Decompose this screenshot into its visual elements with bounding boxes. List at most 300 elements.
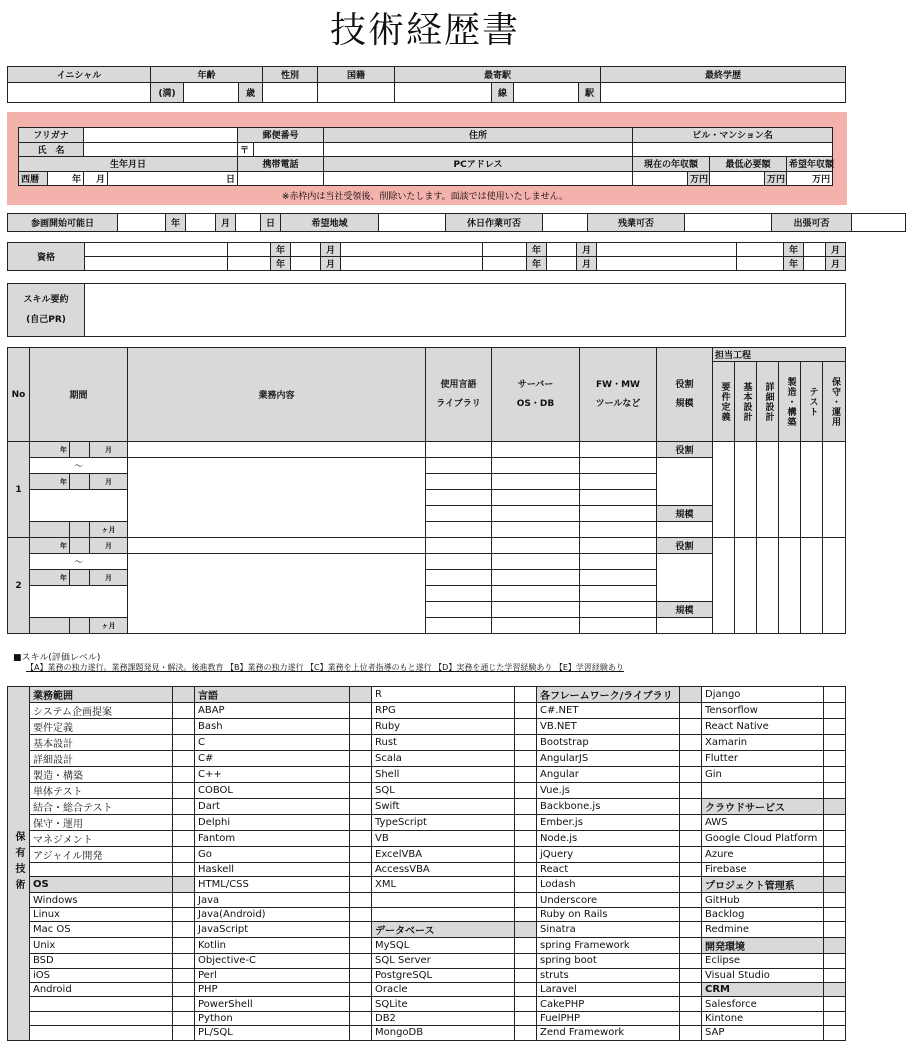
skill-name: Vue.js: [537, 783, 680, 799]
skill-level-field[interactable]: [680, 767, 702, 783]
birth-month-unit[interactable]: 月: [84, 171, 108, 186]
qualification-name-field[interactable]: [341, 243, 483, 257]
process-cell[interactable]: [779, 538, 801, 634]
skills-row: [8, 863, 846, 877]
holiday-field[interactable]: [543, 214, 588, 232]
address-field[interactable]: [324, 142, 633, 157]
skill-level-field[interactable]: [824, 1011, 846, 1025]
skill-level-field: [824, 877, 846, 893]
skill-level-field[interactable]: [173, 719, 195, 735]
birth-day-unit[interactable]: 日: [108, 171, 238, 186]
station-suffix: 駅: [579, 83, 601, 103]
skill-level-field[interactable]: [173, 954, 195, 968]
skill-name: Haskell: [195, 863, 350, 877]
skill-name: [372, 893, 515, 907]
skill-level-field[interactable]: [515, 767, 537, 783]
process-cell[interactable]: [735, 538, 757, 634]
scale-field[interactable]: [657, 618, 713, 634]
skill-level-field[interactable]: [680, 954, 702, 968]
skill-name: React Native: [702, 719, 824, 735]
skill-level-field[interactable]: [350, 703, 372, 719]
skill-name: DB2: [372, 1011, 515, 1025]
skill-level-field[interactable]: [680, 1011, 702, 1025]
building-field[interactable]: [633, 142, 833, 157]
skill-level-field[interactable]: [350, 954, 372, 968]
server-field[interactable]: [492, 474, 580, 490]
framework-field[interactable]: [580, 538, 657, 554]
line-field[interactable]: [395, 83, 492, 103]
skill-level-field[interactable]: [515, 799, 537, 815]
process-test-header: [801, 362, 823, 442]
skill-level-field[interactable]: [515, 1011, 537, 1025]
furigana-label: フリガナ: [19, 128, 84, 143]
skills-side-text: 保有技術: [13, 831, 24, 896]
skill-level-field[interactable]: [824, 687, 846, 703]
minimum-income-field[interactable]: [710, 171, 765, 186]
skill-name: Rust: [372, 735, 515, 751]
skills-row: [8, 938, 846, 954]
skill-level-field[interactable]: [173, 938, 195, 954]
basic-info-table: [7, 66, 846, 103]
work-history-table: [7, 347, 846, 634]
postal-field[interactable]: [254, 142, 324, 157]
server-field[interactable]: [492, 602, 580, 618]
qualification-year-field[interactable]: [228, 243, 271, 257]
birthdate-label: 生年月日: [19, 157, 238, 172]
process-cell[interactable]: [713, 442, 735, 538]
skill-summary-field[interactable]: [85, 284, 846, 337]
process-cell[interactable]: [757, 538, 779, 634]
skill-level-field[interactable]: [515, 735, 537, 751]
process-header: 担当工程: [713, 348, 846, 362]
server-field[interactable]: [492, 586, 580, 602]
skill-level-field[interactable]: [515, 703, 537, 719]
server-field[interactable]: [492, 442, 580, 458]
name-field[interactable]: [84, 142, 238, 157]
skill-level-field[interactable]: [824, 767, 846, 783]
qualification-month-unit: 月: [321, 257, 341, 271]
skill-name: Firebase: [702, 863, 824, 877]
skill-level-field[interactable]: [680, 783, 702, 799]
skill-level-field[interactable]: [350, 968, 372, 982]
period-months-field[interactable]: [30, 618, 70, 634]
language-field[interactable]: [426, 618, 492, 634]
skill-level-field[interactable]: [350, 863, 372, 877]
skill-name: 製造・構築: [30, 767, 173, 783]
skill-name: Mac OS: [30, 922, 173, 938]
pc-address-label: PCアドレス: [324, 157, 633, 172]
framework-field[interactable]: [580, 618, 657, 634]
skill-level-field[interactable]: [173, 703, 195, 719]
scale-field[interactable]: [657, 522, 713, 538]
period-end-year[interactable]: 年: [30, 570, 70, 586]
skill-name: SQL: [372, 783, 515, 799]
skill-level-field[interactable]: [350, 751, 372, 767]
skill-name: RPG: [372, 703, 515, 719]
language-field[interactable]: [426, 538, 492, 554]
skill-level-field[interactable]: [680, 799, 702, 815]
skill-level-field[interactable]: [515, 907, 537, 921]
skills-row: [8, 907, 846, 921]
qualification-month-field[interactable]: [804, 243, 826, 257]
period-gap: [70, 570, 90, 586]
skill-category-header: プロジェクト管理系: [702, 877, 824, 893]
skill-level-field[interactable]: [350, 982, 372, 996]
process-cell[interactable]: [779, 442, 801, 538]
qualification-month-field[interactable]: [804, 257, 826, 271]
age-suffix: 歳: [239, 83, 263, 103]
station-field[interactable]: [514, 83, 579, 103]
process-cell[interactable]: [735, 442, 757, 538]
skill-name: Unix: [30, 938, 173, 954]
skill-level-field[interactable]: [515, 877, 537, 893]
process-cell[interactable]: [713, 538, 735, 634]
minimum-income-label: 最低必要額: [710, 157, 787, 172]
qualification-month-field[interactable]: [547, 257, 577, 271]
skill-level-field[interactable]: [350, 799, 372, 815]
skill-name: iOS: [30, 968, 173, 982]
skill-level-field[interactable]: [350, 1026, 372, 1040]
qualification-name-field[interactable]: [85, 243, 228, 257]
skill-level-field[interactable]: [173, 893, 195, 907]
skill-level-field[interactable]: [515, 783, 537, 799]
skill-name: AWS: [702, 815, 824, 831]
framework-field[interactable]: [580, 522, 657, 538]
skill-level-field[interactable]: [515, 938, 537, 954]
skill-level-field[interactable]: [824, 893, 846, 907]
skill-category-header: データベース: [372, 922, 515, 938]
skill-level-field[interactable]: [350, 847, 372, 863]
skills-row: [8, 703, 846, 719]
period-start-month[interactable]: 月: [90, 538, 128, 554]
skill-level-field[interactable]: [173, 982, 195, 996]
education-field[interactable]: [601, 83, 846, 103]
server-field[interactable]: [492, 618, 580, 634]
skill-level-field[interactable]: [680, 982, 702, 996]
framework-field[interactable]: [580, 506, 657, 522]
line-suffix: 線: [492, 83, 514, 103]
skill-name: VB: [372, 831, 515, 847]
skill-level-field[interactable]: [824, 847, 846, 863]
server-header-line2: OS・DB: [516, 398, 555, 409]
skill-level-field[interactable]: [824, 751, 846, 767]
process-detail-design-header: [757, 362, 779, 442]
period-start-year[interactable]: 年: [30, 442, 70, 458]
process-cell[interactable]: [823, 442, 846, 538]
skill-name: VB.NET: [537, 719, 680, 735]
skill-level-field[interactable]: [824, 719, 846, 735]
skill-level-field[interactable]: [173, 847, 195, 863]
skill-level-field[interactable]: [173, 1026, 195, 1040]
period-start-month[interactable]: 月: [90, 442, 128, 458]
skill-level-field[interactable]: [515, 831, 537, 847]
skill-level-field[interactable]: [515, 997, 537, 1011]
gender-field[interactable]: [263, 83, 318, 103]
skill-level-field[interactable]: [680, 922, 702, 938]
process-build-label: 製造・構築: [785, 376, 796, 427]
server-field[interactable]: [492, 506, 580, 522]
skill-level-field[interactable]: [173, 751, 195, 767]
skill-name: spring Framework: [537, 938, 680, 954]
skill-level-field[interactable]: [680, 1026, 702, 1040]
skill-level-field[interactable]: [515, 815, 537, 831]
skill-level-field[interactable]: [515, 982, 537, 996]
period-end-year[interactable]: 年: [30, 474, 70, 490]
skill-level-field[interactable]: [680, 968, 702, 982]
skill-level-field[interactable]: [680, 877, 702, 893]
server-field[interactable]: [492, 570, 580, 586]
qualification-year-field[interactable]: [483, 257, 527, 271]
role-field[interactable]: [657, 458, 713, 506]
current-income-field[interactable]: [633, 171, 688, 186]
skill-level-field[interactable]: [350, 893, 372, 907]
skill-level-field[interactable]: [824, 703, 846, 719]
skill-level-field[interactable]: [680, 703, 702, 719]
skill-name: PL/SQL: [195, 1026, 350, 1040]
skill-level-field: [515, 922, 537, 938]
framework-field[interactable]: [580, 442, 657, 458]
overtime-field[interactable]: [685, 214, 772, 232]
language-field[interactable]: [426, 506, 492, 522]
skill-level-field: [173, 687, 195, 703]
qualification-month-field[interactable]: [547, 243, 577, 257]
qualification-year-field[interactable]: [228, 257, 271, 271]
skill-level-field[interactable]: [515, 751, 537, 767]
skill-level-field[interactable]: [680, 815, 702, 831]
skill-name: CakePHP: [537, 997, 680, 1011]
skill-name: Bash: [195, 719, 350, 735]
server-field[interactable]: [492, 538, 580, 554]
skill-level-field[interactable]: [173, 922, 195, 938]
skill-name: spring boot: [537, 954, 680, 968]
skill-level-field[interactable]: [350, 922, 372, 938]
skill-level-field[interactable]: [350, 1011, 372, 1025]
skill-level-field: [824, 799, 846, 815]
qualification-name-field[interactable]: [597, 257, 737, 271]
skill-level-field[interactable]: [680, 719, 702, 735]
language-field[interactable]: [426, 458, 492, 474]
skill-level-field[interactable]: [515, 968, 537, 982]
skill-level-field[interactable]: [680, 847, 702, 863]
process-cell[interactable]: [823, 538, 846, 634]
skills-side-label: [8, 687, 30, 1041]
server-header-line1: サーバー: [517, 379, 554, 390]
language-field[interactable]: [426, 586, 492, 602]
server-field[interactable]: [492, 554, 580, 570]
process-maintenance-header: [823, 362, 846, 442]
framework-header-line2: ツールなど: [595, 398, 641, 409]
process-cell[interactable]: [801, 442, 823, 538]
skill-level-field[interactable]: [173, 799, 195, 815]
skill-level-field[interactable]: [350, 783, 372, 799]
role-label: 役割: [657, 442, 713, 458]
skills-row: [8, 751, 846, 767]
framework-field[interactable]: [580, 602, 657, 618]
skill-level-field[interactable]: [680, 907, 702, 921]
skill-level-field[interactable]: [680, 863, 702, 877]
skill-name: Google Cloud Platform: [702, 831, 824, 847]
skill-level-field[interactable]: [173, 735, 195, 751]
skill-level-field[interactable]: [680, 893, 702, 907]
skill-name: Kintone: [702, 1011, 824, 1025]
period-end-month[interactable]: 月: [90, 474, 128, 490]
skill-level-field[interactable]: [515, 719, 537, 735]
skills-row: [8, 1026, 846, 1040]
period-gap: [70, 474, 90, 490]
qualification-name-field[interactable]: [597, 243, 737, 257]
start-month-field[interactable]: [186, 214, 216, 232]
skills-title: ■スキル(評価レベル): [13, 653, 101, 663]
framework-field[interactable]: [580, 474, 657, 490]
framework-field[interactable]: [580, 490, 657, 506]
skill-level-field[interactable]: [515, 847, 537, 863]
address-label: 住所: [324, 128, 633, 143]
skill-level-field[interactable]: [173, 1011, 195, 1025]
language-field[interactable]: [426, 602, 492, 618]
skill-level-field[interactable]: [824, 954, 846, 968]
language-field[interactable]: [426, 490, 492, 506]
trip-field[interactable]: [852, 214, 906, 232]
skill-level-field[interactable]: [173, 997, 195, 1011]
framework-field[interactable]: [580, 554, 657, 570]
skill-level-field[interactable]: [173, 907, 195, 921]
qualification-month-field[interactable]: [291, 257, 321, 271]
server-field[interactable]: [492, 458, 580, 474]
skill-level-field[interactable]: [515, 954, 537, 968]
skill-level-field[interactable]: [515, 863, 537, 877]
skill-level-field[interactable]: [173, 831, 195, 847]
skill-level-field[interactable]: [173, 783, 195, 799]
work-content-title-field[interactable]: [128, 442, 426, 458]
skill-level-field[interactable]: [350, 735, 372, 751]
skill-level-field[interactable]: [680, 735, 702, 751]
language-field[interactable]: [426, 442, 492, 458]
period-tilde: ～: [30, 458, 128, 474]
skill-level-field[interactable]: [350, 997, 372, 1011]
period-tilde: ～: [30, 554, 128, 570]
skill-level-field[interactable]: [824, 907, 846, 921]
skill-name: PowerShell: [195, 997, 350, 1011]
skill-level-field[interactable]: [350, 938, 372, 954]
work-content-field[interactable]: [128, 554, 426, 634]
skill-level-field[interactable]: [824, 1026, 846, 1040]
skill-level-field[interactable]: [173, 767, 195, 783]
skill-level-field[interactable]: [350, 719, 372, 735]
process-cell[interactable]: [801, 538, 823, 634]
skill-name: Ember.js: [537, 815, 680, 831]
skill-name: Perl: [195, 968, 350, 982]
skill-category-header: OS: [30, 877, 173, 893]
skill-name: XML: [372, 877, 515, 893]
skill-level-field[interactable]: [824, 997, 846, 1011]
skill-level-field[interactable]: [350, 877, 372, 893]
skill-name: Linux: [30, 907, 173, 921]
skill-level-field[interactable]: [680, 751, 702, 767]
furigana-field[interactable]: [84, 128, 238, 143]
server-field[interactable]: [492, 522, 580, 538]
gender-label: 性別: [263, 67, 318, 83]
qualification-month-field[interactable]: [291, 243, 321, 257]
skill-level-field[interactable]: [515, 1026, 537, 1040]
qualification-year-field[interactable]: [483, 243, 527, 257]
birth-year-unit[interactable]: 年: [48, 171, 84, 186]
framework-field[interactable]: [580, 570, 657, 586]
language-field[interactable]: [426, 554, 492, 570]
server-field[interactable]: [492, 490, 580, 506]
framework-field[interactable]: [580, 586, 657, 602]
skill-level-field[interactable]: [173, 815, 195, 831]
skill-name: システム企画提案: [30, 703, 173, 719]
skill-level-field[interactable]: [824, 735, 846, 751]
role-label: 役割: [657, 538, 713, 554]
nationality-field[interactable]: [318, 83, 395, 103]
language-field[interactable]: [426, 570, 492, 586]
skill-level-field[interactable]: [515, 687, 537, 703]
overtime-label: 残業可否: [588, 214, 685, 232]
process-cell[interactable]: [757, 442, 779, 538]
language-field[interactable]: [426, 522, 492, 538]
area-field[interactable]: [379, 214, 446, 232]
period-months-unit: ヶ月: [90, 618, 128, 634]
start-year-field[interactable]: [118, 214, 166, 232]
skill-level-field[interactable]: [515, 893, 537, 907]
qualification-name-field[interactable]: [341, 257, 483, 271]
process-test-label: テスト: [807, 386, 818, 417]
framework-field[interactable]: [580, 458, 657, 474]
skill-level-field[interactable]: [824, 815, 846, 831]
initial-field[interactable]: [8, 83, 151, 103]
skill-level-field[interactable]: [680, 997, 702, 1011]
work-content-field[interactable]: [128, 458, 426, 538]
skill-level-field[interactable]: [824, 922, 846, 938]
skill-level-field[interactable]: [350, 815, 372, 831]
qualification-name-field[interactable]: [85, 257, 228, 271]
role-header-line2: 規模: [675, 398, 694, 409]
desired-income-unit[interactable]: 万円: [787, 171, 833, 186]
period-start-year[interactable]: 年: [30, 538, 70, 554]
skill-level-field[interactable]: [824, 968, 846, 982]
age-field[interactable]: [184, 83, 239, 103]
skill-name: Dart: [195, 799, 350, 815]
skill-name: 基本設計: [30, 735, 173, 751]
start-day-field[interactable]: [236, 214, 261, 232]
skill-name: Flutter: [702, 751, 824, 767]
work-content-title-field[interactable]: [128, 538, 426, 554]
skill-level-field[interactable]: [824, 863, 846, 877]
pc-address-field[interactable]: [324, 171, 633, 186]
role-field[interactable]: [657, 554, 713, 602]
framework-header-line1: FW・MW: [596, 379, 640, 390]
no-header: No: [8, 348, 30, 442]
period-months-field[interactable]: [30, 522, 70, 538]
skill-level-field[interactable]: [173, 968, 195, 982]
skill-level-field[interactable]: [173, 863, 195, 877]
skill-level-field[interactable]: [680, 938, 702, 954]
qualification-year-field[interactable]: [737, 243, 784, 257]
skill-level-field[interactable]: [350, 907, 372, 921]
language-field[interactable]: [426, 474, 492, 490]
skill-level-field[interactable]: [680, 831, 702, 847]
skill-level-field[interactable]: [824, 831, 846, 847]
period-end-month[interactable]: 月: [90, 570, 128, 586]
qualification-year-field[interactable]: [737, 257, 784, 271]
skill-name: Visual Studio: [702, 968, 824, 982]
skill-level-field[interactable]: [824, 783, 846, 799]
skill-name: SQL Server: [372, 954, 515, 968]
mobile-field[interactable]: [238, 171, 324, 186]
skill-level-field[interactable]: [350, 767, 372, 783]
skill-level-field[interactable]: [350, 831, 372, 847]
